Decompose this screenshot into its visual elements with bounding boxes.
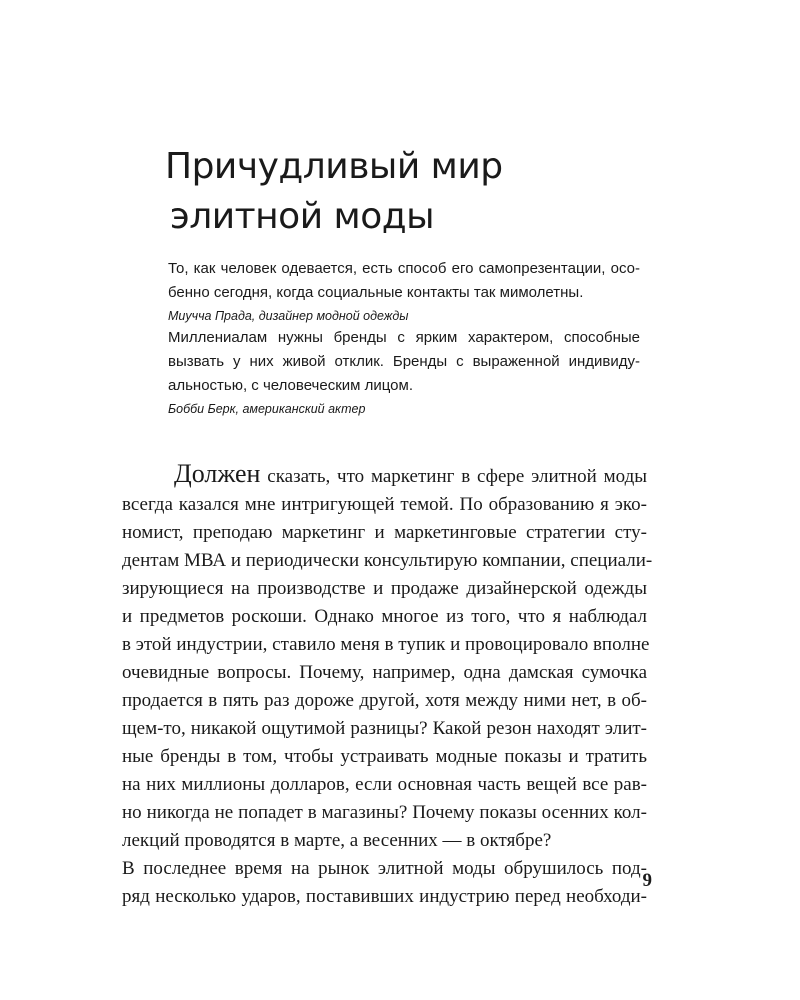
paragraph-line: всегда казался мне интригующей темой. По образованию я эко- — [122, 494, 647, 515]
chapter-title — [165, 142, 645, 242]
paragraph-line: дентам МВА и периодически консультирую компании, специали- — [122, 550, 653, 571]
paragraph-line: в этой индустрии, ставило меня в тупик и провоцировало вполне — [122, 634, 650, 655]
lead-word: Должен — [174, 459, 261, 488]
paragraph-line: зирующиеся на производстве и продаже дизайнерской одежды — [122, 578, 647, 599]
paragraph-line: очевидные вопросы. Почему, например, одна дамская сумочка — [122, 662, 647, 683]
paragraph-line: ные бренды в том, чтобы устраивать модные показы и тратить — [122, 746, 647, 767]
paragraph-2-line: ряд несколько ударов, поставивших индустрию перед необходи- — [122, 886, 647, 907]
epigraph-1 — [168, 257, 640, 325]
page-number: 9 — [642, 870, 652, 891]
epigraph-line: То, как человек одевается, есть способ его самопрезентации, осо- — [168, 260, 640, 277]
epigraph-author: Миучча Прада, дизайнер модной одежды — [168, 309, 409, 323]
paragraph-line: номист, преподаю маркетинг и маркетинговые стратегии сту- — [122, 522, 647, 543]
paragraph-line: но никогда не попадет в магазины? Почему показы осенних кол- — [122, 802, 647, 823]
paragraph-2-line: В последнее время на рынок элитной моды обрушилось под- — [122, 858, 647, 879]
epigraph-line: бенно сегодня, когда социальные контакты так мимолетны. — [168, 284, 584, 301]
chapter-title-line-1: Причудливый мир — [165, 146, 503, 187]
epigraph-author: Бобби Берк, американский актер — [168, 402, 366, 416]
body-text — [122, 459, 653, 911]
epigraph-line: вызвать у них живой отклик. Бренды с выраженной индивиду- — [168, 353, 640, 370]
paragraph-line: лекций проводятся в марте, а весенних — в октябре? — [122, 830, 552, 851]
epigraph-line: Миллениалам нужны бренды с ярким характером, способные — [168, 329, 640, 346]
chapter-title-line-2: элитной моды — [170, 196, 435, 237]
paragraph-line: сказать, что маркетинг в сфере элитной моды — [260, 466, 647, 487]
paragraph-line: и предметов роскоши. Однако многое из того, что я наблюдал — [122, 606, 647, 627]
epigraph-line: альностью, с человеческим лицом. — [168, 377, 413, 394]
epigraph-2 — [168, 326, 640, 418]
paragraph-line: продается в пять раз дороже другой, хотя между ними нет, в об- — [122, 690, 647, 711]
paragraph-1-first-line — [122, 460, 647, 491]
paragraph-line: на них миллионы долларов, если основная часть вещей все рав- — [122, 774, 647, 795]
paragraph-line: щем-то, никакой ощутимой разницы? Какой резон находят элит- — [122, 718, 647, 739]
